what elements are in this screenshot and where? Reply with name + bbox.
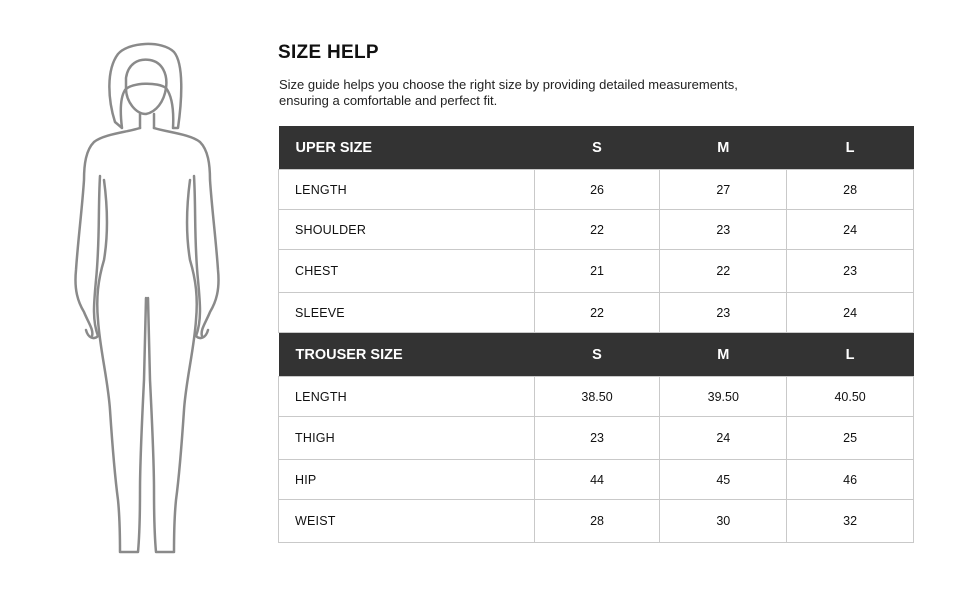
measurement-value: 23 (787, 250, 914, 293)
size-table (278, 126, 914, 543)
measurement-value: 22 (660, 250, 787, 293)
page-title: SIZE HELP (278, 42, 379, 63)
measurement-value: 24 (660, 417, 787, 460)
measurement-value: 23 (660, 293, 787, 333)
section-title: TROUSER SIZE (279, 333, 535, 377)
measurement-value: 25 (787, 417, 914, 460)
section-header-upper (279, 126, 914, 170)
measurement-label: SLEEVE (279, 293, 535, 333)
measurement-value: 39.50 (660, 377, 787, 417)
measurement-label: HIP (279, 460, 535, 500)
description-line-2: ensuring a comfortable and perfect fit. (279, 93, 498, 108)
measurement-value: 32 (787, 500, 914, 543)
measurement-value: 45 (660, 460, 787, 500)
table-row (279, 417, 914, 460)
measurement-label: CHEST (279, 250, 535, 293)
measurement-value: 26 (534, 170, 660, 210)
measurement-label: LENGTH (279, 170, 535, 210)
section-title: UPER SIZE (279, 126, 535, 170)
description (279, 77, 799, 109)
measurement-value: 21 (534, 250, 660, 293)
measurement-value: 38.50 (534, 377, 660, 417)
measurement-value: 28 (534, 500, 660, 543)
measurement-label: THIGH (279, 417, 535, 460)
measurement-value: 46 (787, 460, 914, 500)
measurement-value: 22 (534, 210, 660, 250)
measurement-value: 28 (787, 170, 914, 210)
female-body-outline-icon (70, 40, 225, 560)
table-row (279, 377, 914, 417)
measurement-value: 22 (534, 293, 660, 333)
measurement-value: 30 (660, 500, 787, 543)
table-row (279, 170, 914, 210)
size-header: S (534, 126, 660, 170)
table-row (279, 210, 914, 250)
measurement-value: 27 (660, 170, 787, 210)
size-header: L (787, 126, 914, 170)
size-header: L (787, 333, 914, 377)
measurement-value: 23 (660, 210, 787, 250)
section-header-trouser (279, 333, 914, 377)
table-row (279, 460, 914, 500)
measurement-value: 24 (787, 293, 914, 333)
measurement-label: LENGTH (279, 377, 535, 417)
table-row (279, 250, 914, 293)
measurement-value: 40.50 (787, 377, 914, 417)
table-row (279, 293, 914, 333)
description-line-1: Size guide helps you choose the right size by providing detailed measurements, (279, 77, 738, 92)
size-header: M (660, 126, 787, 170)
measurement-label: SHOULDER (279, 210, 535, 250)
measurement-label: WEIST (279, 500, 535, 543)
table-row (279, 500, 914, 543)
size-header: S (534, 333, 660, 377)
measurement-value: 44 (534, 460, 660, 500)
size-header: M (660, 333, 787, 377)
measurement-value: 24 (787, 210, 914, 250)
measurement-value: 23 (534, 417, 660, 460)
